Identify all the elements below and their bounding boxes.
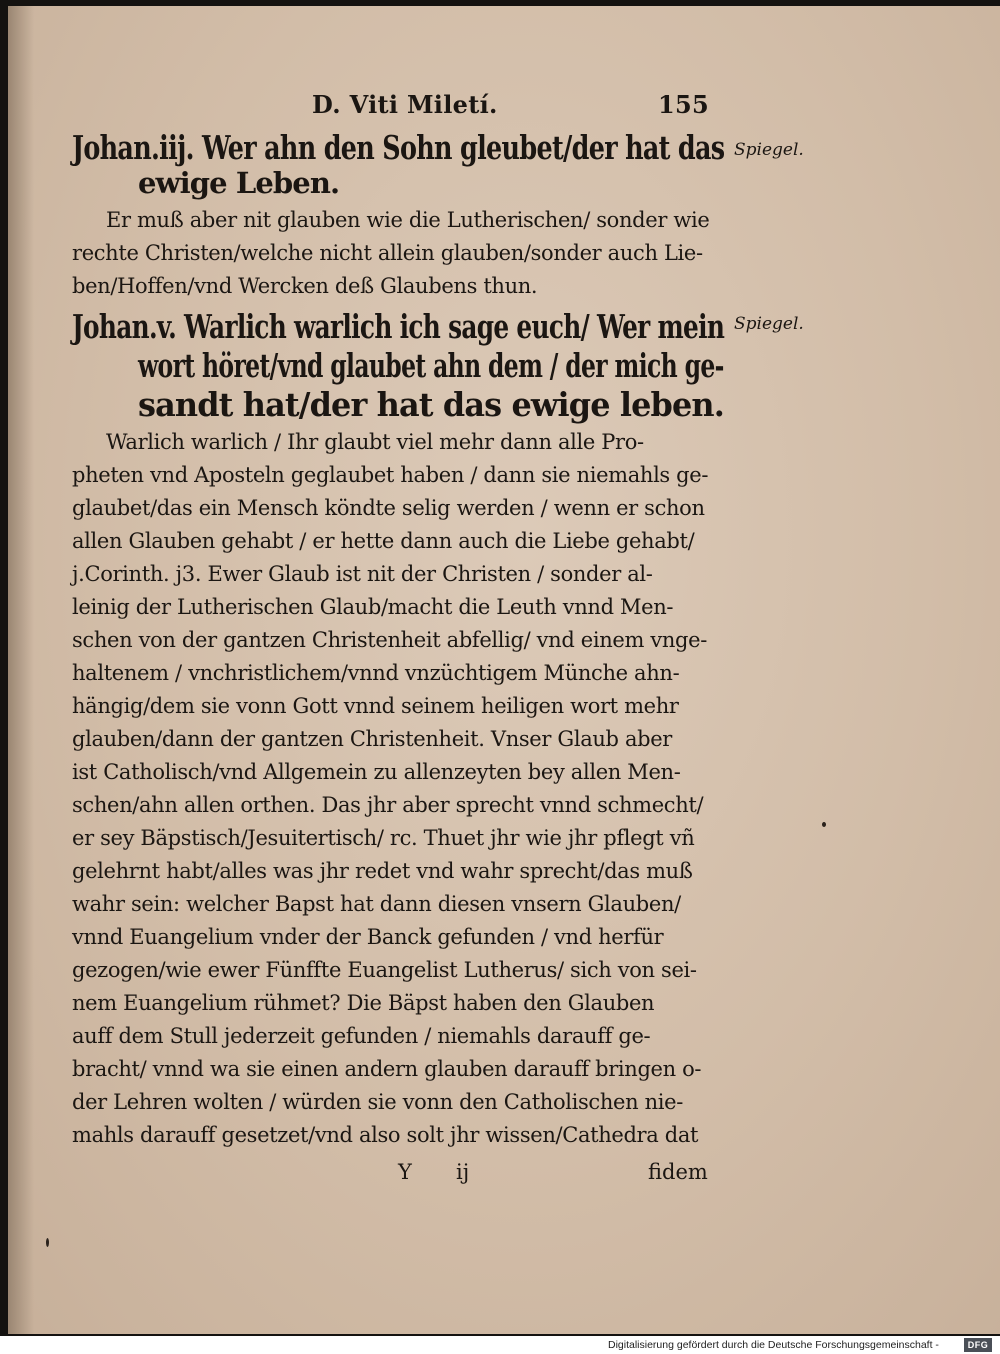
ink-speck	[46, 1238, 49, 1247]
body-line: glaubet/das ein Mensch köndte selig werden / wenn er schon	[72, 496, 705, 520]
body-line: schen/ahn allen orthen. Das jhr aber sprecht vnnd schmecht/	[72, 793, 704, 817]
running-title: D. Viti Miletí.	[312, 90, 498, 119]
body-line: der Lehren wolten / würden sie vonn den Catholischen nie-	[72, 1090, 683, 1114]
body-line: j.Corinth. j3. Ewer Glaub ist nit der Christen / sonder al-	[72, 562, 653, 586]
body-line: Warlich warlich / Ihr glaubt viel mehr dann alle Pro-	[106, 430, 644, 454]
body-line: rechte Christen/welche nicht allein glauben/sonder auch Lie-	[72, 241, 703, 265]
body-line: gelehrnt habt/alles was jhr redet vnd wahr sprecht/das muß	[72, 859, 693, 883]
signature-leaf: ij	[456, 1160, 470, 1184]
body-line: bracht/ vnnd wa sie einen andern glauben darauff bringen o-	[72, 1057, 702, 1081]
body-line: haltenem / vnchristlichem/vnnd vnzüchtigem Münche ahn-	[72, 661, 680, 685]
verse-line-2: ewige Leben.	[138, 166, 340, 200]
ink-speck	[822, 822, 826, 827]
body-line: schen von der gantzen Christenheit abfellig/ vnd einem vnge-	[72, 628, 707, 652]
body-line: Er muß aber nit glauben wie die Lutherischen/ sonder wie	[106, 208, 710, 232]
body-line: nem Euangelium rühmet? Die Bäpst haben den Glauben	[72, 991, 655, 1015]
body-line: allen Glauben gehabt / er hette dann auch die Liebe gehabt/	[72, 529, 695, 553]
body-line: vnnd Euangelium vnder der Banck gefunden / vnd herfür	[72, 925, 664, 949]
catchword: fidem	[648, 1160, 708, 1184]
page-number: 155	[658, 90, 709, 119]
margin-note-2: Spiegel.	[734, 314, 804, 334]
body-line: ist Catholisch/vnd Allgemein zu allenzeyten bey allen Men-	[72, 760, 681, 784]
margin-note-1: Spiegel.	[734, 140, 804, 160]
verse-line-3: Johan.v. Warlich warlich ich sage euch/ Wer mein	[72, 307, 725, 346]
signature-mark: Y	[398, 1160, 412, 1184]
body-line: ben/Hoffen/vnd Wercken deß Glaubens thun.	[72, 274, 538, 298]
body-line: leinig der Lutherischen Glaub/macht die Leuth vnnd Men-	[72, 595, 674, 619]
body-line: glauben/dann der gantzen Christenheit. Vnser Glaub aber	[72, 727, 672, 751]
digitization-credit: Digitalisierung gefördert durch die Deutsche Forschungsgemeinschaft -	[608, 1339, 939, 1351]
body-line: auff dem Stull jederzeit gefunden / niemahls darauff ge-	[72, 1024, 651, 1048]
body-line: pheten vnd Aposteln geglaubet haben / dann sie niemahls ge-	[72, 463, 709, 487]
verse-line-4: wort höret/vnd glaubet ahn dem / der mich ge-	[138, 346, 724, 385]
page-gutter-shadow	[8, 6, 34, 1334]
body-line: hängig/dem sie vonn Gott vnnd seinem heiligen wort mehr	[72, 694, 679, 718]
dfg-logo: DFG	[964, 1338, 992, 1352]
body-line: er sey Bäpstisch/Jesuitertisch/ rc. Thuet jhr wie jhr pflegt vñ	[72, 826, 695, 850]
verse-line-5: sandt hat/der hat das ewige leben.	[138, 385, 725, 424]
body-line: wahr sein: welcher Bapst hat dann diesen vnsern Glauben/	[72, 892, 681, 916]
body-line: gezogen/wie ewer Fünffte Euangelist Lutherus/ sich von sei-	[72, 958, 697, 982]
body-line: mahls darauff gesetzet/vnd also solt jhr wissen/Cathedra dat	[72, 1123, 699, 1147]
verse-line-1: Johan.iij. Wer ahn den Sohn gleubet/der hat das	[72, 128, 725, 167]
